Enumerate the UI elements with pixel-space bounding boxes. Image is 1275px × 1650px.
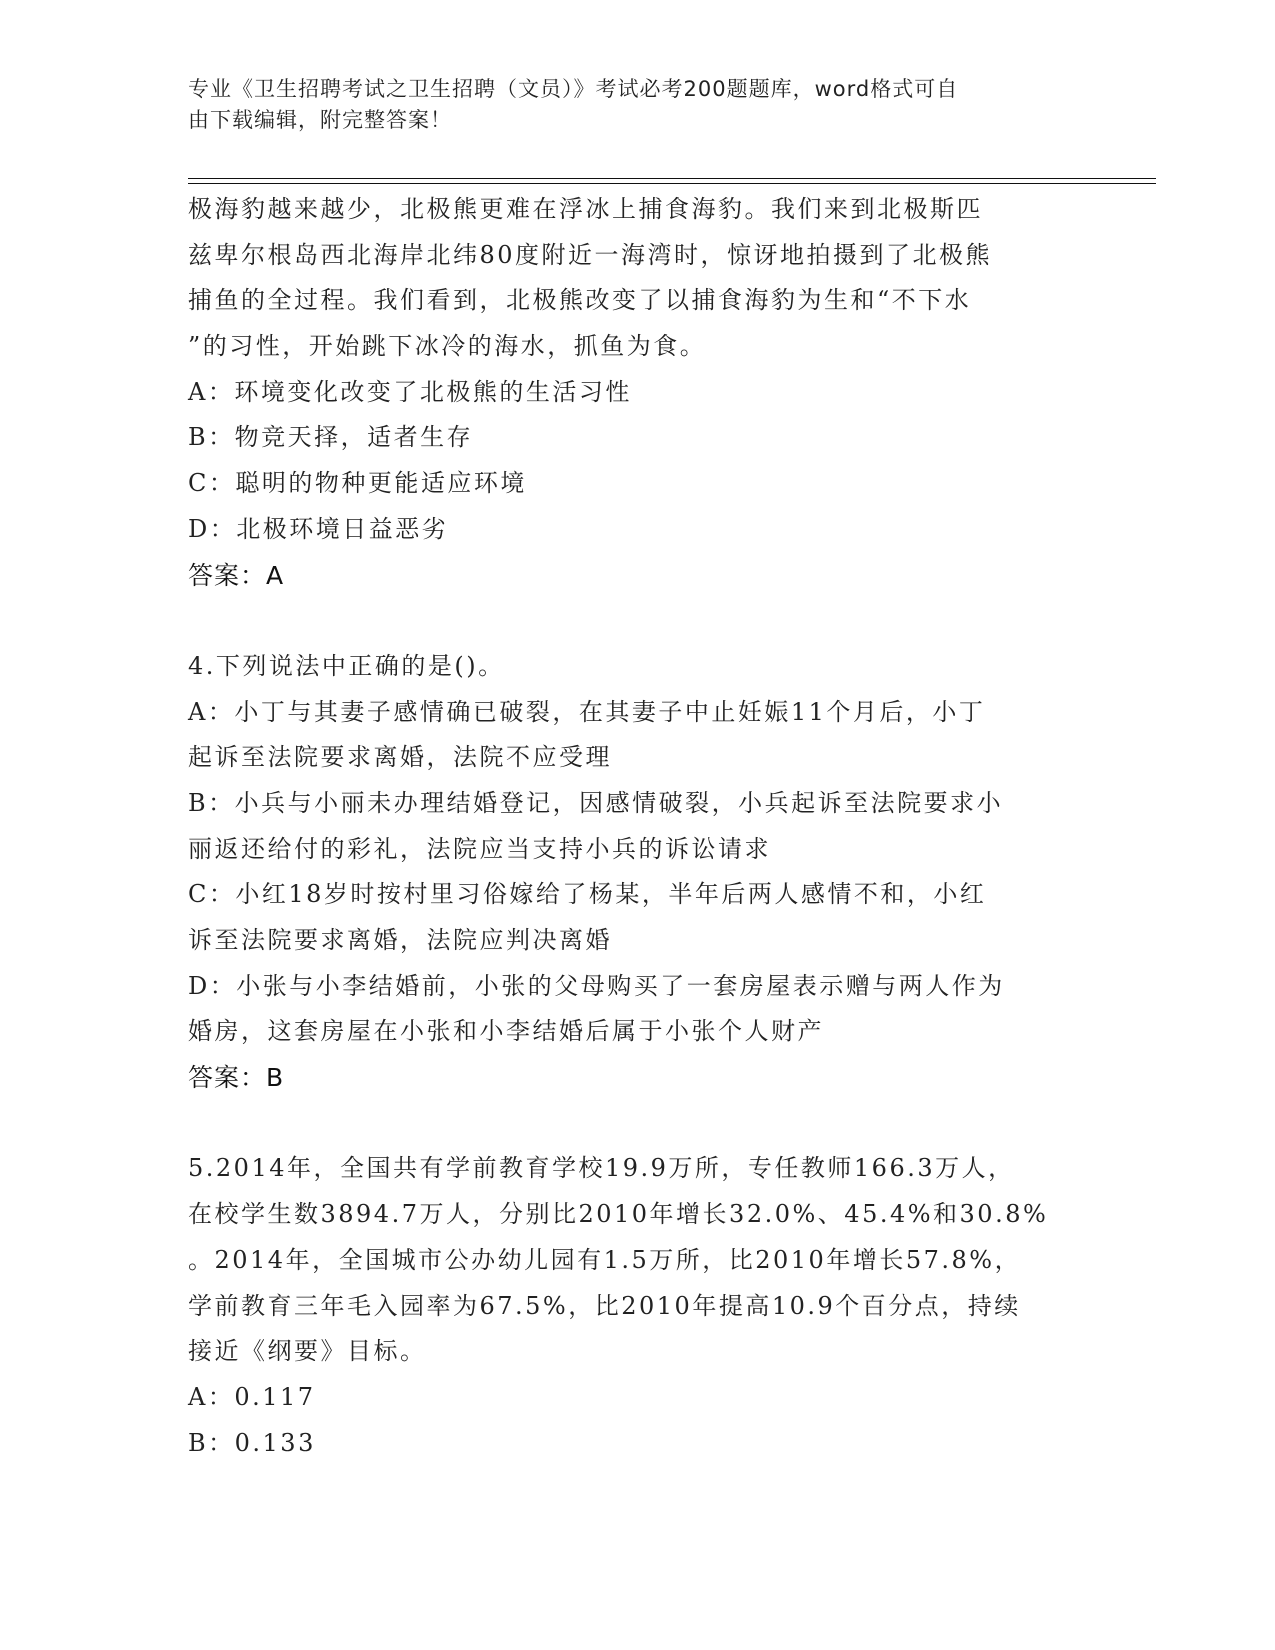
question-3-option-a: A：环境变化改变了北极熊的生活习性 [188,377,632,406]
header-divider-top [188,178,1156,179]
question-5-stem-line: 在校学生数3894.7万人，分别比2010年增长32.0%、45.4%和30.8% [188,1200,1049,1229]
question-4-option-line: 诉至法院要求离婚，法院应判决离婚 [188,926,612,954]
question-3-stem-line: 极海豹越来越少，北极熊更难在浮冰上捕食海豹。我们来到北极斯匹 [188,195,983,223]
question-4-option-line: B：小兵与小丽未办理结婚登记，因感情破裂，小兵起诉至法院要求小 [188,788,1004,817]
question-5-stem-line: 学前教育三年毛入园率为67.5%，比2010年提高10.9个百分点，持续 [188,1291,1021,1320]
question-3-option-b: B：物竞天择，适者生存 [188,423,474,452]
question-5 [188,1146,1088,1466]
question-5-stem-line: 。2014年，全国城市公办幼儿园有1.5万所，比2010年增长57.8%， [188,1245,1022,1274]
document-header [188,74,1068,136]
question-3 [188,187,1088,598]
question-4-option-line: 起诉至法院要求离婚，法院不应受理 [188,743,612,772]
question-3-stem-line: ”的习性，开始跳下冰冷的海水，抓鱼为食。 [188,332,707,361]
question-4-answer: 答案：B [188,1063,285,1093]
document-body [188,187,1088,1466]
header-title-line-2: 由下载编辑，附完整答案！ [188,108,452,132]
question-4-stem: 4.下列说法中正确的是()。 [188,651,505,680]
question-3-stem-line: 兹卑尔根岛西北海岸北纬80度附近一海湾时，惊讶地拍摄到了北极熊 [188,240,993,269]
question-4-option-line: D：小张与小李结婚前，小张的父母购买了一套房屋表示赠与两人作为 [188,971,1005,1000]
question-4-option-line: 婚房，这套房屋在小张和小李结婚后属于小张个人财产 [188,1017,824,1046]
question-3-option-d: D：北极环境日益恶劣 [188,514,449,543]
question-3-stem-line: 捕鱼的全过程。我们看到，北极熊改变了以捕食海豹为生和“不下水 [188,286,972,315]
question-4-option-line: A：小丁与其妻子感情确已破裂，在其妻子中止妊娠11个月后，小丁 [188,697,986,726]
question-5-option-a: A：0.117 [188,1382,316,1411]
question-5-stem-line: 5.2014年，全国共有学前教育学校19.9万所，专任教师166.3万人， [188,1154,1015,1183]
question-spacer [188,1101,1088,1147]
question-spacer [188,598,1088,644]
question-4 [188,644,1088,1101]
question-4-option-line: C：小红18岁时按村里习俗嫁给了杨某，半年后两人感情不和，小红 [188,880,987,909]
header-title-line-1: 专业《卫生招聘考试之卫生招聘（文员）》考试必考200题题库，word格式可自 [188,77,959,101]
question-5-option-b: B：0.133 [188,1428,316,1457]
question-3-answer: 答案：A [188,560,285,590]
question-3-option-c: C：聪明的物种更能适应环境 [188,469,527,498]
question-4-option-line: 丽返还给付的彩礼，法院应当支持小兵的诉讼请求 [188,834,771,863]
question-5-stem-line: 接近《纲要》目标。 [188,1337,427,1366]
header-divider-bottom [188,183,1156,184]
